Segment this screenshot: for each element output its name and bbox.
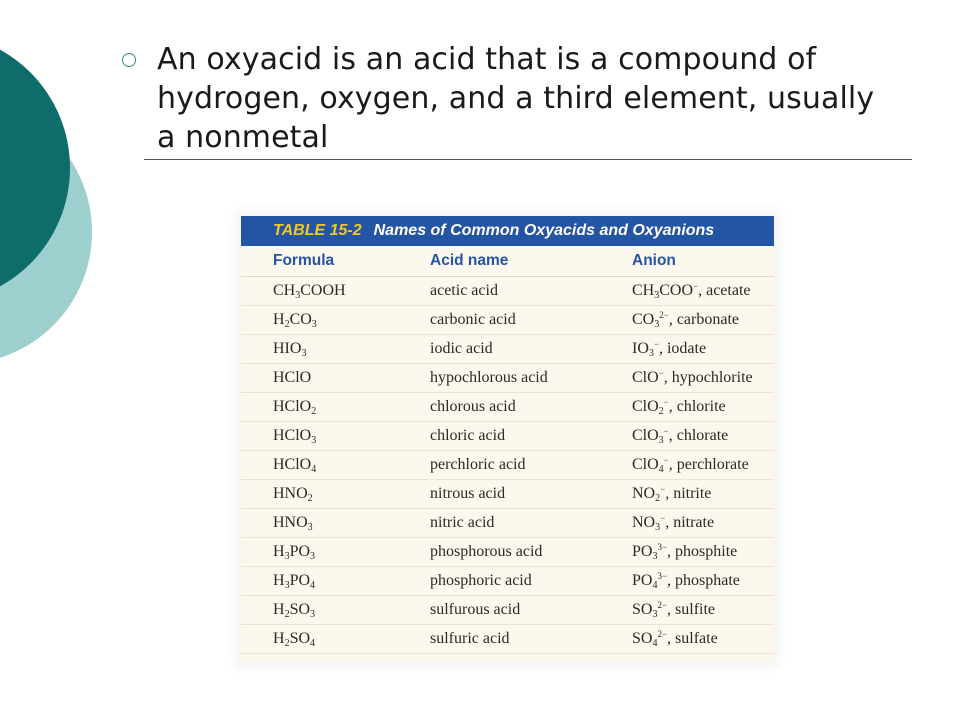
anion-cell: $CH_3COO^-$, acetate bbox=[632, 281, 751, 301]
acid-name-cell: phosphorous acid bbox=[430, 543, 543, 560]
formula-cell: HClO$_3$ bbox=[273, 427, 317, 446]
anion-cell: ClO−, hypochlorite bbox=[632, 368, 753, 386]
anion-cell: $SO_4^{2-}$, sulfate bbox=[632, 629, 718, 649]
anion-cell: ClO$_2$−, chlorite bbox=[632, 397, 726, 417]
table-row bbox=[241, 451, 774, 480]
acid-name-cell: chloric acid bbox=[430, 427, 506, 444]
header-anion: Anion bbox=[632, 252, 676, 269]
table-title bbox=[241, 216, 774, 246]
formula-cell: $HNO_3$ bbox=[273, 514, 313, 533]
formula-cell: $HNO_2$ bbox=[273, 485, 313, 504]
table-row bbox=[241, 567, 774, 596]
acid-name-cell: carbonic acid bbox=[430, 311, 516, 328]
anion-cell: ClO$_4$−, perchlorate bbox=[632, 455, 749, 475]
anion-cell: $PO_3^{3-}$, phosphite bbox=[632, 542, 738, 562]
anion-cell: $PO_4^{3-}$, phosphate bbox=[632, 571, 740, 591]
formula-cell: HClO$_4$ bbox=[273, 456, 317, 475]
table-row bbox=[241, 393, 774, 422]
table-row bbox=[241, 625, 774, 654]
table-row bbox=[241, 335, 774, 364]
table-row bbox=[241, 480, 774, 509]
slide-decoration bbox=[0, 0, 100, 400]
title-divider bbox=[144, 159, 912, 160]
table-row bbox=[241, 509, 774, 538]
acid-name-cell: phosphoric acid bbox=[430, 572, 532, 589]
formula-cell: $HIO_3$ bbox=[273, 340, 307, 359]
formula-cell: $H_3PO_3$ bbox=[273, 543, 316, 562]
anion-cell: $CO_3^{2-}$, carbonate bbox=[632, 310, 739, 330]
anion-cell: $SO_3^{2-}$, sulfite bbox=[632, 600, 716, 620]
oxyacid-table bbox=[241, 216, 774, 662]
table-title-text: Names of Common Oxyacids and Oxyanions bbox=[373, 222, 715, 239]
formula-cell: $H_2SO_3$ bbox=[273, 601, 316, 620]
acid-name-cell: nitrous acid bbox=[430, 485, 506, 502]
acid-name-cell: sulfurous acid bbox=[430, 601, 521, 618]
anion-cell: $IO_3^-$, iodate bbox=[632, 339, 707, 359]
acid-name-cell: sulfuric acid bbox=[430, 630, 510, 647]
acid-name-cell: hypochlorous acid bbox=[430, 369, 548, 386]
formula-cell: $H_2CO_3$ bbox=[273, 311, 317, 330]
formula-cell: $H_2SO_4$ bbox=[273, 630, 316, 649]
table-row bbox=[241, 538, 774, 567]
acid-name-cell: nitric acid bbox=[430, 514, 495, 531]
table-row bbox=[241, 306, 774, 335]
acid-name-cell: acetic acid bbox=[430, 282, 498, 299]
header-acid-name: Acid name bbox=[430, 252, 509, 269]
bullet-point bbox=[122, 40, 902, 157]
formula-cell: HClO bbox=[273, 369, 312, 386]
hollow-circle-bullet-icon bbox=[122, 53, 136, 67]
acid-name-cell: perchloric acid bbox=[430, 456, 526, 473]
anion-cell: $NO_2^-$, nitrite bbox=[632, 484, 712, 504]
anion-cell: ClO$_3$−, chlorate bbox=[632, 426, 729, 446]
formula-cell: HClO$_2$ bbox=[273, 398, 317, 417]
header-formula: Formula bbox=[273, 252, 335, 269]
table-number: TABLE 15-2 bbox=[273, 222, 362, 239]
bullet-text: An oxyacid is an acid that is a compound of hydrogen, oxygen, and a third element, usually a nonmetal bbox=[157, 42, 875, 155]
acid-name-cell: chlorous acid bbox=[430, 398, 516, 415]
table-row bbox=[241, 277, 774, 306]
table-row bbox=[241, 596, 774, 625]
formula-cell: $H_3PO_4$ bbox=[273, 572, 316, 591]
anion-cell: $NO_3^-$, nitrate bbox=[632, 513, 715, 533]
acid-name-cell: iodic acid bbox=[430, 340, 493, 357]
table-body bbox=[241, 277, 774, 654]
table-header-row bbox=[241, 246, 774, 277]
formula-cell: $CH_3COOH$ bbox=[273, 282, 346, 301]
table-row bbox=[241, 422, 774, 451]
table-row bbox=[241, 364, 774, 393]
